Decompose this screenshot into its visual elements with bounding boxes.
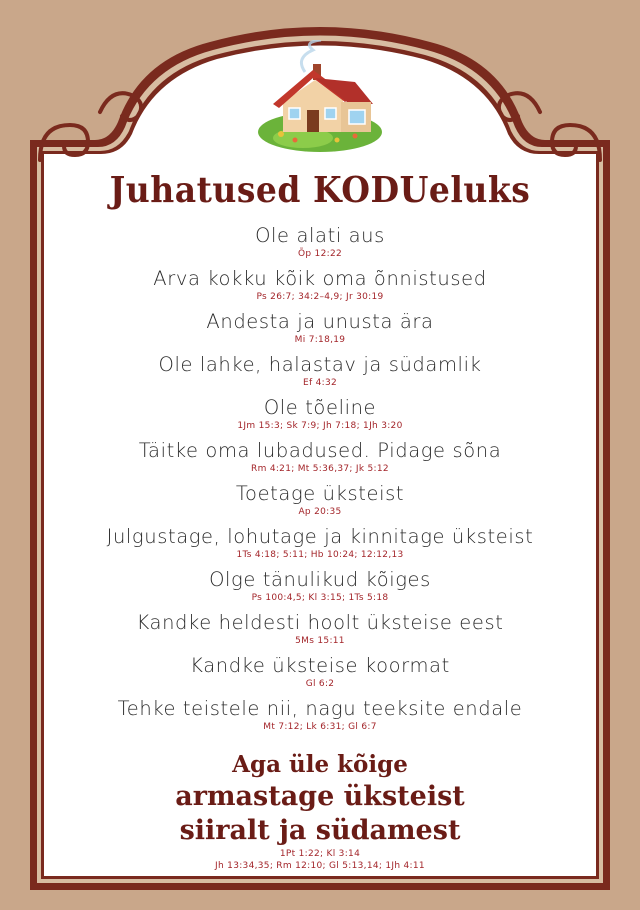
rule-text: Olge tänulikud kõiges: [209, 568, 431, 591]
list-item: [40, 395, 600, 438]
rules-list: [40, 223, 600, 739]
house-illustration: [255, 40, 385, 160]
rule-text: Ole alati aus: [255, 224, 385, 247]
rule-reference: Rm 4:21; Mt 5:36,37; Jk 5:12: [251, 464, 389, 474]
list-item: [40, 567, 600, 610]
rule-reference: 1Jm 15:3; Sk 7:9; Jh 7:18; 1Jh 3:20: [237, 421, 403, 431]
list-item: [40, 223, 600, 266]
rule-text: Andesta ja unusta ära: [206, 310, 434, 333]
list-item: [40, 696, 600, 739]
list-item: [40, 610, 600, 653]
page-title: Juhatused KODUeluks: [109, 168, 531, 211]
house-window: [289, 108, 300, 119]
rule-reference: Õp 12:22: [298, 249, 342, 259]
rule-reference: Mi 7:18,19: [294, 335, 346, 345]
rule-text: Täitke oma lubadused. Pidage sõna: [138, 439, 502, 462]
rule-reference: Ef 4:32: [302, 378, 338, 388]
rule-reference: 1Ts 4:18; 5:11; Hb 10:24; 12:12,13: [236, 550, 404, 560]
closing-line-1: Aga üle kõige: [232, 751, 408, 778]
list-item: [40, 438, 600, 481]
rule-reference: 5Ms 15:11: [295, 636, 345, 646]
rule-text: Julgustage, lohutage ja kinnitage üksteist: [106, 525, 534, 548]
rule-text: Ole lahke, halastav ja südamlik: [158, 353, 482, 376]
list-item: [40, 266, 600, 309]
house-door: [307, 110, 319, 132]
closing-line-2: armastage üksteist: [175, 781, 465, 812]
rule-reference: Ps 100:4,5; Kl 3:15; 1Ts 5:18: [251, 593, 389, 603]
rule-reference: Ps 26:7; 34:2–4,9; Jr 30:19: [256, 292, 384, 302]
list-item: [40, 481, 600, 524]
rule-text: Arva kokku kõik oma õnnistused: [153, 267, 487, 290]
rule-text: Ole tõeline: [263, 396, 377, 419]
closing-reference-2: Jh 13:34,35; Rm 12:10; Gl 5:13,14; 1Jh 4:11: [215, 861, 425, 871]
closing-section: [60, 750, 580, 872]
closing-reference-1: 1Pt 1:22; Kl 3:14: [279, 849, 361, 859]
rule-reference: Ap 20:35: [298, 507, 342, 517]
list-item: [40, 653, 600, 696]
list-item: [40, 524, 600, 567]
list-item: [40, 309, 600, 352]
rule-text: Kandke üksteise koormat: [190, 654, 450, 677]
closing-line-3: siiralt ja südamest: [179, 815, 461, 846]
rule-text: Toetage üksteist: [235, 482, 405, 505]
rule-reference: Mt 7:12; Lk 6:31; Gl 6:7: [263, 722, 377, 732]
list-item: [40, 352, 600, 395]
rule-text: Tehke teistele nii, nagu teeksite endale: [117, 697, 523, 720]
rule-text: Kandke heldesti hoolt üksteise eest: [136, 611, 504, 634]
rule-reference: Gl 6:2: [305, 679, 335, 689]
